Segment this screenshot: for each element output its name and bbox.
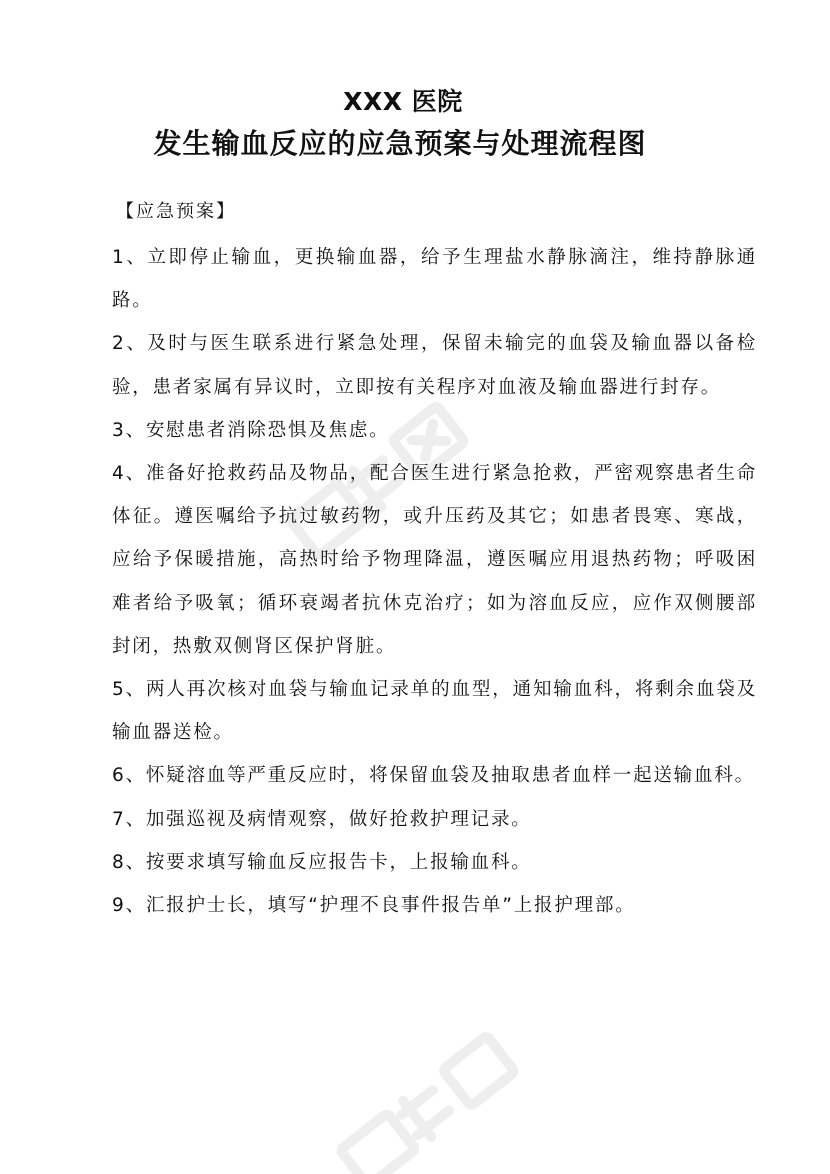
list-item: 8、按要求填写输血反应报告卡，上报输血科。: [112, 851, 532, 873]
section-label: 【应急预案】: [116, 201, 236, 222]
list-item: 5、两人再次核对血袋与输血记录单的血型，通知输血科，将剩余血袋及输血器送检。: [112, 679, 757, 744]
list-item: 9、汇报护士长，填写“护理不良事件报告单”上报护理部。: [112, 895, 636, 917]
list-item: 7、加强巡视及病情观察，做好抢救护理记录。: [112, 808, 532, 830]
title-block: [0, 84, 830, 164]
list-item: 3、安慰患者消除恐惧及焦虑。: [112, 419, 390, 441]
list-item: 2、及时与医生联系进行紧急处理，保留未输完的血袋及输血器以备检验，患者家属有异议时，立即按有关程序对血液及输血器进行封存。: [112, 333, 757, 398]
list-item: 4、准备好抢救药品及物品，配合医生进行紧急抢救，严密观察患者生命体征。遵医嘱给予抗过敏药物，或升压药及其它；如患者畏寒、寒战，应给予保暖措施，高热时给予物理降温，遵医嘱应用退热药物；呼吸困难者给予吸氧；循环衰竭者抗休克治疗；如为溶血反应，应作双侧腰部封闭，热敷双侧肾区保护肾脏。: [112, 463, 757, 657]
list-item: 1、立即停止输血，更换输血器，给予生理盐水静脉滴注，维持静脉通路。: [112, 247, 757, 312]
document-title: 发生输血反应的应急预案与处理流程图: [153, 127, 647, 160]
plan-list: [112, 236, 757, 927]
hospital-title: XXX 医院: [343, 87, 463, 116]
list-item: 6、怀疑溶血等严重反应时，将保留血袋及抽取患者血样一起送输血科。: [112, 765, 755, 787]
